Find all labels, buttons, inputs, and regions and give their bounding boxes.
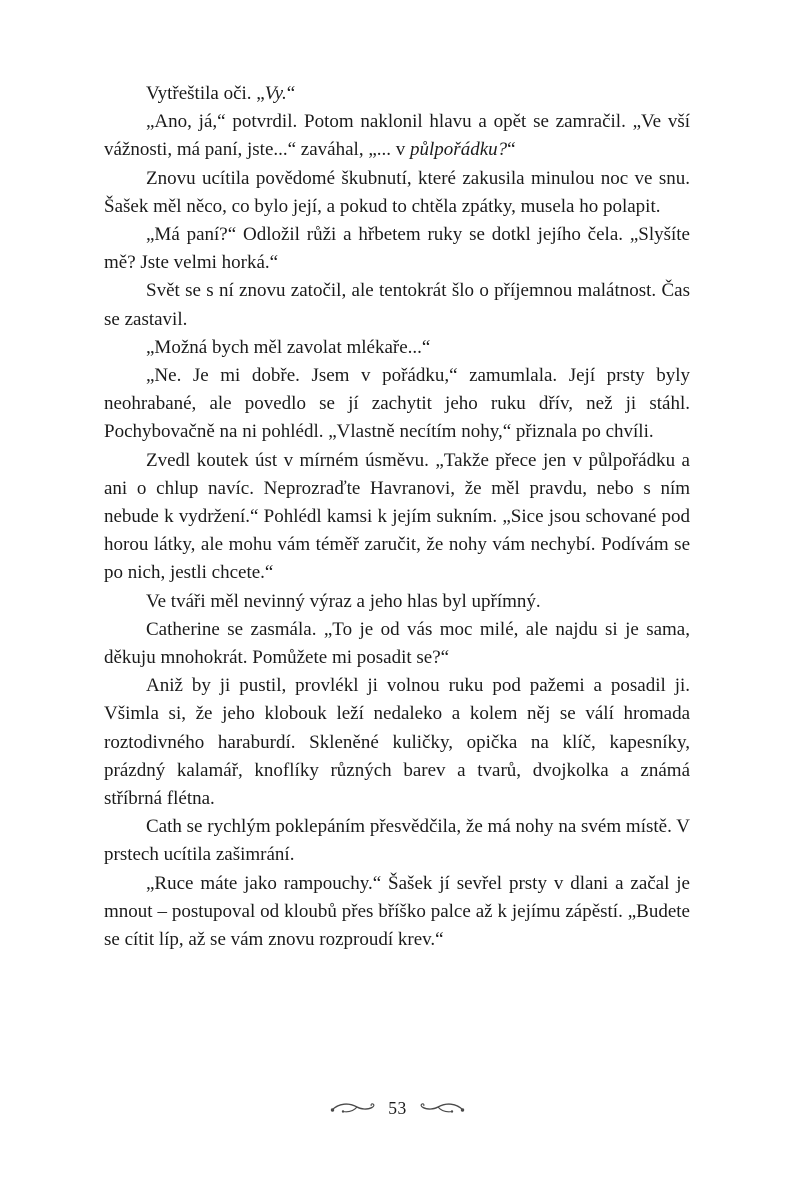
paragraph [104, 588, 690, 616]
paragraph [104, 672, 690, 813]
paragraph [104, 334, 690, 362]
paragraph [104, 362, 690, 447]
text-segment: „Ne. Je mi dobře. Jsem v pořádku,“ zamumlala. Její prsty byly neohrabané, ale povedlo se jí zachytit jeho ruku dřív, než ji stáhl. Pochybovačně na ni pohlédl. „Vlastně necítím nohy,“ přiznala po chvíli. [104, 365, 690, 443]
text-segment: “ [507, 139, 516, 161]
text-segment: Ve tváři měl nevinný výraz a jeho hlas byl upřímný. [146, 590, 541, 612]
text-segment: „Ano, já,“ potvrdil. Potom naklonil hlavu a opět se zamračil. „Ve vší vážnosti, má paní, jste...“ zaváhal, „... v [104, 111, 690, 161]
text-segment: Catherine se zasmála. „To je od vás moc milé, ale najdu si je sama, děkuju mnohokrát. Pomůžete mi posadit se?“ [104, 618, 690, 669]
paragraph [104, 447, 690, 588]
text-segment: „Má paní?“ Odložil růži a hřbetem ruky se dotkl jejího čela. „Slyšíte mě? Jste velmi horká.“ [104, 224, 690, 274]
paragraph [104, 616, 690, 672]
paragraph [104, 870, 690, 955]
paragraph [104, 80, 690, 108]
page-number: 53 [388, 1098, 407, 1118]
text-segment: Zvedl koutek úst v mírném úsměvu. „Takže přece jen v půlpořádku a ani o chlup navíc. Neprozraďte Havranovi, že měl pravdu, nebo s ním nebude k vydržení.“ Pohlédl kamsi k jejím sukním. „Sice jsou schované pod horou látky, ale mohu vám téměř zaručit, že nohy vám nechybí. Podívám se po nich, jestli chcete.“ [104, 449, 690, 584]
text-segment: „Možná bych měl zavolat mlékaře...“ [146, 336, 431, 358]
text-segment: “ [286, 83, 296, 104]
paragraph [104, 108, 690, 164]
text-segment: Znovu ucítila povědomé škubnutí, které zakusila minulou noc ve snu. Šašek měl něco, co bylo její, a pokud to chtěla zpátky, musela ho polapit. [104, 167, 690, 217]
page-text [104, 80, 690, 954]
italic-text-segment: půlpořádku? [410, 139, 508, 161]
text-segment: „Ruce máte jako rampouchy.“ Šašek jí sevřel prsty v dlani a začal je mnout – postupoval od kloubů přes bříško palce až k jejímu zápěstí. „Budete se cítit líp, až se vám znovu rozproudí krev.“ [104, 872, 690, 951]
floral-flourish-right-icon [419, 1101, 465, 1117]
text-segment: Vytřeštila oči. „ [146, 83, 265, 104]
text-segment: Aniž by ji pustil, provlékl ji volnou ruku pod pažemi a posadil ji. Všimla si, že jeho klobouk leží nedaleko a kolem něj se válí hromada roztodivného haraburdí. Skleněné kuličky, opička na klíč, kapesníky, prázdný kalamář, knoflíky různých barev a tvarů, dvojkolka a známá stříbrná flétna. [104, 675, 690, 810]
text-segment: Svět se s ní znovu zatočil, ale tentokrát šlo o příjemnou malátnost. Čas se zastavil. [104, 280, 690, 330]
paragraph [104, 277, 690, 333]
paragraph [104, 813, 690, 869]
text-segment: Cath se rychlým poklepáním přesvědčila, že má nohy na svém místě. V prstech ucítila zašimrání. [104, 816, 690, 866]
paragraph [104, 221, 690, 277]
italic-text-segment: Vy. [264, 83, 287, 104]
page-footer [0, 1098, 795, 1119]
paragraph [104, 165, 690, 221]
floral-flourish-left-icon [330, 1101, 376, 1117]
